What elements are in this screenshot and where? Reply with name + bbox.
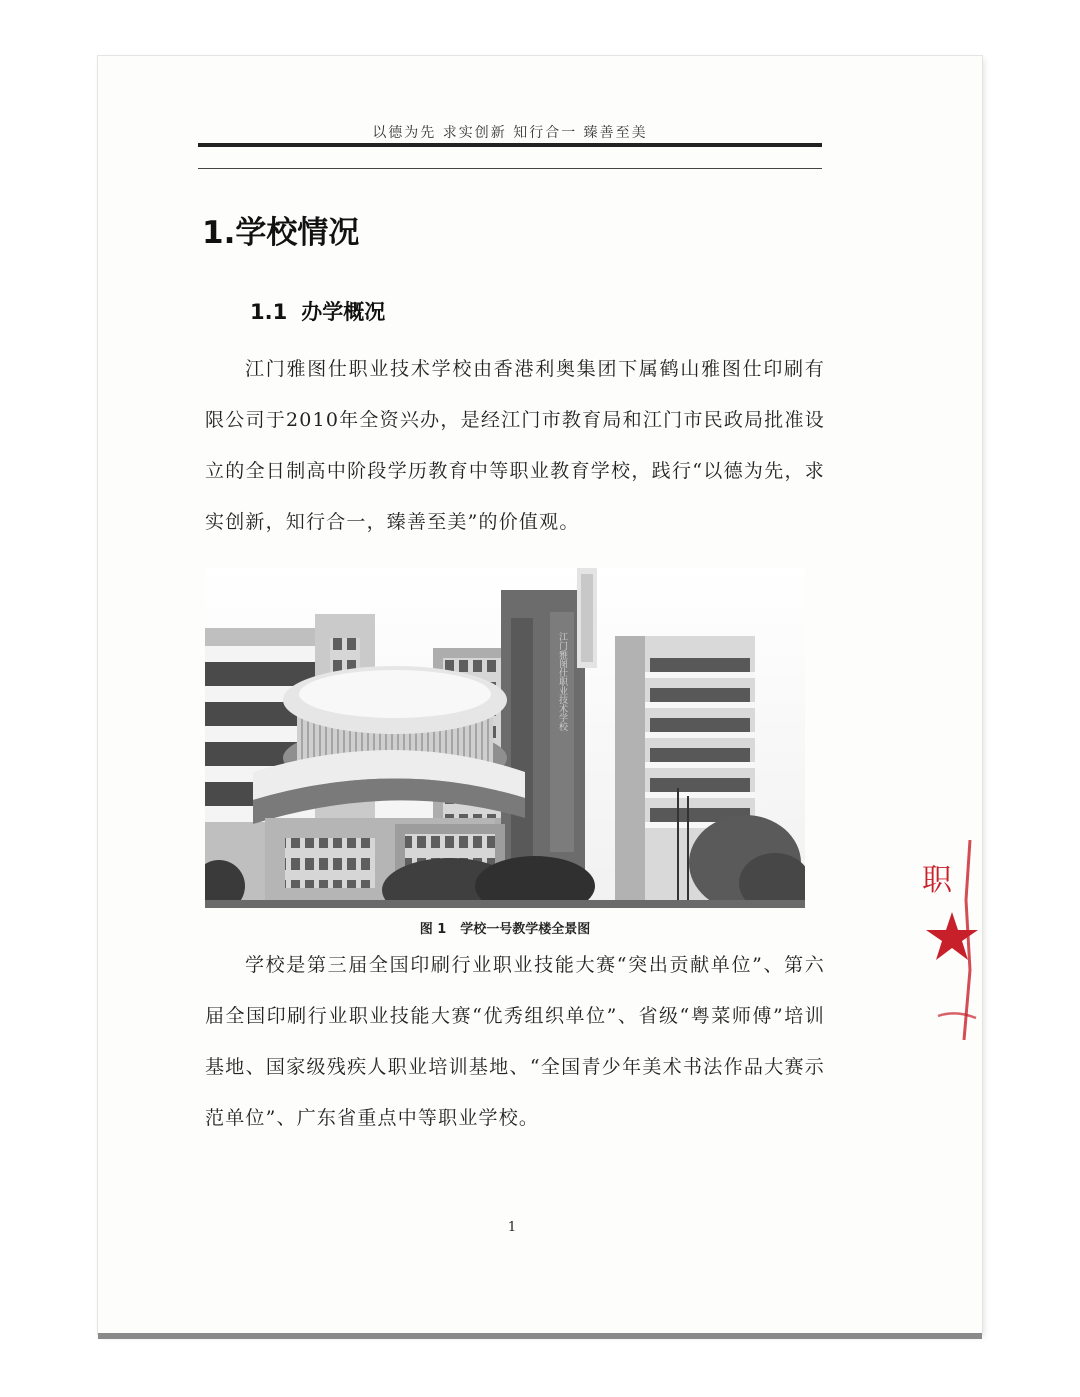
page-bottom-edge	[98, 1333, 982, 1339]
figure-label: 图 1	[419, 922, 447, 937]
figure-caption-text: 学校一号教学楼全景图	[460, 922, 591, 937]
school-building-photo	[205, 568, 805, 908]
official-seal-stamp	[918, 840, 980, 1040]
subsection-heading	[250, 296, 385, 326]
paragraph-school-intro: 江门雅图仕职业技术学校由香港利奥集团下属鹤山雅图仕印刷有限公司于2010年全资兴办，是经江门市教育局和江门市民政局批准设立的全日制高中阶段学历教育中等职业教育学校，践行“以德为先，求实创新，知行合一，臻善至美”的价值观。	[205, 358, 825, 533]
header-rule-thick	[198, 143, 822, 147]
seal-character: 职	[922, 863, 952, 898]
section-title: 1.学校情况	[202, 215, 360, 251]
building-sign: 江门雅图仕职业技术学校	[557, 632, 567, 731]
paragraph-school-honors: 学校是第三届全国印刷行业职业技能大赛“突出贡献单位”、第六届全国印刷行业职业技能大赛“优秀组织单位”、省级“粤菜师傅”培训基地、国家级残疾人职业培训基地、“全国青少年美术书法作品大赛示范单位”、广东省重点中等职业学校。	[205, 954, 825, 1129]
figure-caption	[205, 918, 805, 937]
subsection-number: 1.1	[250, 300, 288, 324]
page-number: 1	[507, 1220, 517, 1235]
header-motto: 以德为先 求实创新 知行合一 臻善至美	[372, 125, 648, 141]
header-rule-thin	[198, 168, 822, 169]
subsection-title: 办学概况	[301, 300, 386, 324]
